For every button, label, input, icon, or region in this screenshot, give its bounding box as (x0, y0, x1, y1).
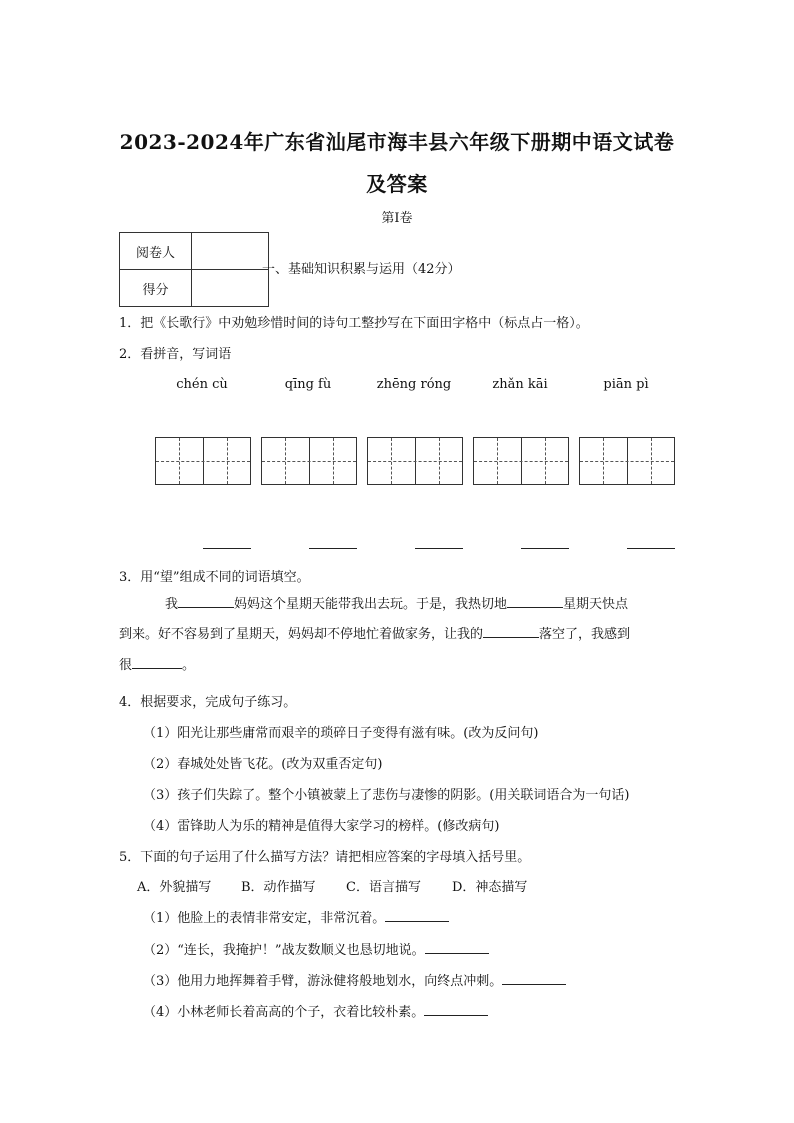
option-d: D．神态描写 (452, 880, 528, 895)
reviewer-label: 阅卷人 (120, 233, 192, 270)
question-1: 1．把《长歌行》中劝勉珍惜时间的诗句工整抄写在下面田字格中（标点占一格）。 (119, 316, 589, 331)
q5-item-text: （4）小林老师长着高高的个子，衣着比较朴素。 (143, 1005, 425, 1020)
tianzige-box-4[interactable] (473, 437, 569, 485)
question-4: 4．根据要求，完成句子练习。 (119, 695, 297, 710)
q5-item-text: （2）“连长，我掩护！”战友数顺义也恳切地说。 (143, 943, 425, 958)
q4-item: （3）孩子们失踪了。整个小镇被蒙上了悲伤与凄惨的阴影。(用关联词语合为一句话) (143, 788, 630, 803)
q4-item: （1）阳光让那些庸常而艰辛的琐碎日子变得有滋有味。(改为反问句) (143, 726, 539, 741)
question-2: 2．看拼音，写词语 (119, 347, 232, 362)
answer-line[interactable] (203, 548, 251, 549)
q5-item (143, 907, 449, 926)
q5-item (143, 939, 489, 958)
q3-paragraph (119, 620, 679, 650)
pinyin-1: chén cù (176, 377, 228, 392)
answer-line[interactable] (521, 548, 569, 549)
tianzige-box-3[interactable] (367, 437, 463, 485)
reviewer-cell (192, 233, 269, 270)
option-a: A．外貌描写 (137, 880, 212, 895)
q5-item (143, 1001, 488, 1020)
exam-title-line-2: 及答案 (366, 172, 428, 196)
q3-text: 很 (119, 658, 133, 673)
q5-item-text: （3）他用力地挥舞着手臂，游泳健将般地划水，向终点冲刺。 (143, 974, 503, 989)
question-3: 3．用“望”组成不同的词语填空。 (119, 570, 310, 585)
score-table (119, 232, 269, 307)
score-cell (192, 270, 269, 307)
q4-item: （2）春城处处皆飞花。(改为双重否定句) (143, 757, 383, 772)
pinyin-5: piān pì (603, 377, 649, 392)
option-b: B．动作描写 (241, 880, 316, 895)
fill-blank[interactable] (178, 593, 234, 608)
answer-line[interactable] (309, 548, 357, 549)
pinyin-3: zhēng róng (376, 377, 452, 392)
q3-text: 落空了，我感到 (539, 627, 631, 642)
q5-item (143, 970, 566, 989)
q5-item-text: （1）他脸上的表情非常安定，非常沉着。 (143, 911, 386, 926)
pinyin-2: qīng fù (284, 377, 332, 392)
tianzige-box-5[interactable] (579, 437, 675, 485)
q3-text: 。 (182, 658, 196, 673)
question-5: 5．下面的句子运用了什么描写方法？请把相应答案的字母填入括号里。 (119, 850, 531, 865)
exam-title-line-1: 2023-2024年广东省汕尾市海丰县六年级下册期中语文试卷 (119, 130, 675, 154)
q3-paragraph (119, 651, 679, 681)
fill-blank[interactable] (424, 1001, 488, 1016)
q3-paragraph (119, 590, 679, 620)
volume-label: 第Ⅰ卷 (381, 211, 413, 226)
option-c: C．语言描写 (346, 880, 421, 895)
section-heading: 一、基础知识积累与运用（42分） (262, 262, 461, 277)
q4-item: （4）雷锋助人为乐的精神是值得大家学习的榜样。(修改病句) (143, 819, 500, 834)
fill-blank[interactable] (507, 593, 563, 608)
fill-blank[interactable] (385, 907, 449, 922)
fill-blank[interactable] (502, 970, 566, 985)
q3-text: 到来。好不容易到了星期天，妈妈却不停地忙着做家务，让我的 (119, 627, 484, 642)
answer-line[interactable] (627, 548, 675, 549)
fill-blank[interactable] (132, 654, 182, 669)
score-label: 得分 (120, 270, 192, 307)
answer-line[interactable] (415, 548, 463, 549)
q3-text: 妈妈这个星期天能带我出去玩。于是，我热切地 (234, 597, 508, 612)
tianzige-box-2[interactable] (261, 437, 357, 485)
q3-text: 我 (165, 597, 179, 612)
fill-blank[interactable] (425, 939, 489, 954)
q3-text: 星期天快点 (563, 597, 629, 612)
fill-blank[interactable] (483, 623, 539, 638)
pinyin-4: zhǎn kāi (492, 377, 548, 392)
tianzige-box-1[interactable] (155, 437, 251, 485)
